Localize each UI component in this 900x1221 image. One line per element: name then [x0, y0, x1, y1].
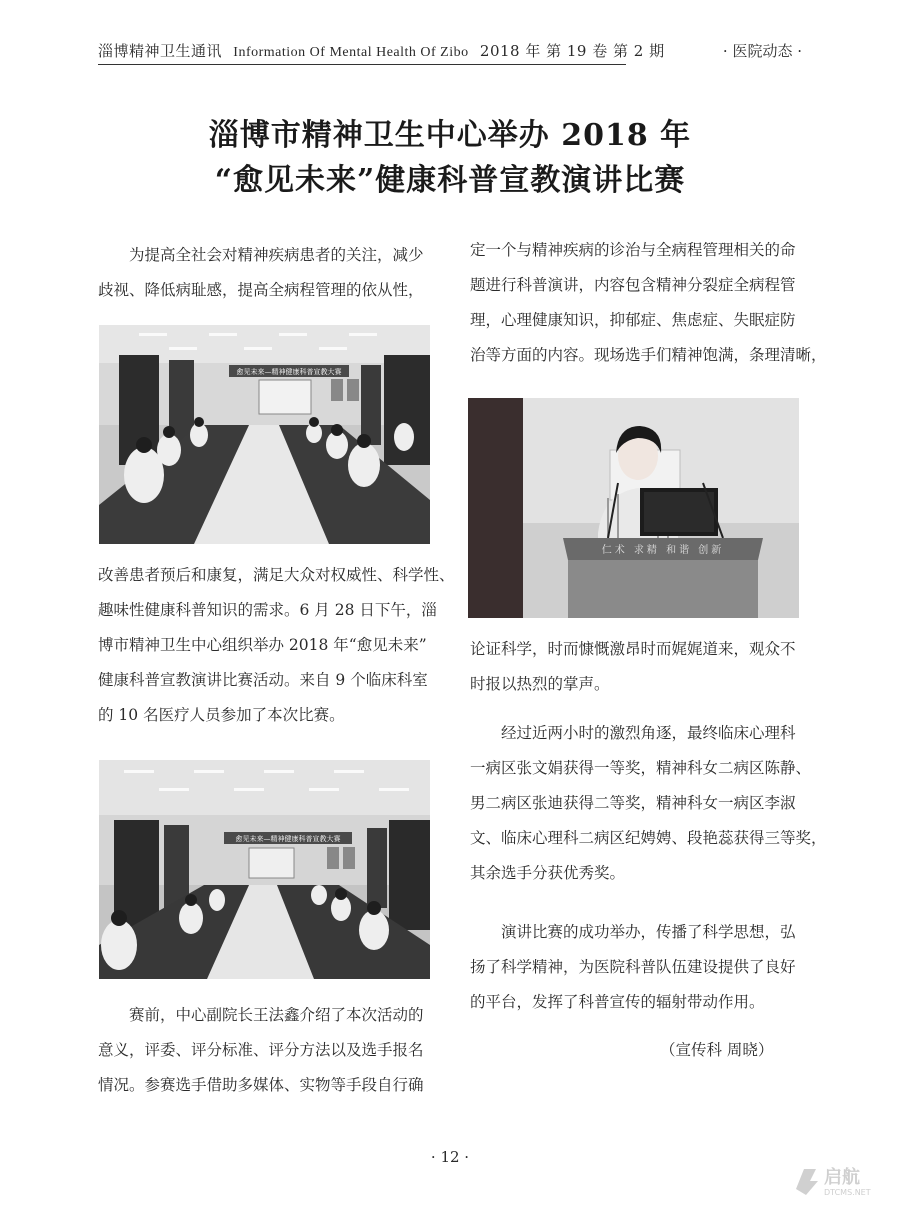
podium-slogan: 仁术 求精 和谐 创新 — [601, 545, 725, 556]
issue-info: 2018 年 第 19 卷 第 2 期 — [479, 42, 665, 60]
photo1-banner-text: 愈见未来—精神健康科普宣教大赛 — [236, 368, 342, 376]
article-title-line1: 淄博市精神卫生中心举办 2018 年 — [208, 118, 692, 153]
site-watermark — [792, 1161, 882, 1201]
conference-room-photo — [99, 325, 430, 544]
right-paragraph-3: 经过近两小时的激烈角逐，最终临床心理科 一病区张文娟获得一等奖，精神科女二病区陈静、 男二病区张迪获得二等奖，精神科女一病区李淑 文、临床心理科二病区纪娉娉、段艳蕊获得三等奖， 其余选手分获优秀奖。 — [470, 724, 827, 882]
conference-room-illustration — [99, 325, 430, 544]
speaker-podium-illustration — [468, 398, 799, 618]
right-paragraph-2: 论证科学，时而慷慨激昂时而娓娓道来，观众不 时报以热烈的掌声。 — [470, 640, 796, 693]
author-signature: （宣传科 周晓） — [660, 1041, 774, 1059]
running-header — [98, 40, 665, 61]
right-paragraph-1: 定一个与精神疾病的诊治与全病程管理相关的命 题进行科普演讲，内容包含精神分裂症全病程管 理，心理健康知识，抑郁症、焦虑症、失眠症防 治等方面的内容。现场选手们精神饱满，条理清晰， — [470, 241, 827, 364]
speaker-hall-illustration — [99, 760, 430, 979]
left-paragraph-1: 为提高全社会对精神疾病患者的关注，减少 歧视、降低病耻感，提高全病程管理的依从性， — [98, 246, 424, 299]
journal-name-cn: 淄博精神卫生通讯 — [98, 42, 223, 60]
header-rule — [98, 64, 626, 65]
speaker-podium-photo — [468, 398, 799, 618]
watermark-en: DTCMS.NET — [824, 1188, 871, 1197]
watermark-cn: 启航 — [824, 1167, 860, 1188]
article-title-line2: “愈见未来”健康科普宣教演讲比赛 — [214, 163, 686, 198]
journal-name-en: Information Of Mental Health Of Zibo — [233, 45, 469, 60]
page-number: · 12 · — [430, 1148, 470, 1166]
left-paragraph-2: 改善患者预后和康复，满足大众对权威性、科学性、 趣味性健康科普知识的需求。6 月 28 日下午，淄 博市精神卫生中心组织举办 2018 年“愈见未来” 健康科普宣教演讲比赛活动。来自 9 个临床科室 的 10 名医疗人员参加了本次比赛。 — [98, 566, 455, 724]
right-paragraph-4: 演讲比赛的成功举办，传播了科学思想，弘 扬了科学精神，为医院科普队伍建设提供了良好 的平台，发挥了科普宣传的辐射带动作用。 — [470, 923, 796, 1011]
photo2-banner-text: 愈见未来—精神健康科普宣教大赛 — [235, 835, 341, 843]
left-paragraph-3: 赛前，中心副院长王法鑫介绍了本次活动的 意义，评委、评分标准、评分方法以及选手报名 情况。参赛选手借助多媒体、实物等手段自行确 — [98, 1006, 424, 1094]
speaker-hall-photo — [99, 760, 430, 979]
watermark-logo-icon — [792, 1161, 882, 1201]
section-label: · 医院动态 · — [722, 42, 802, 60]
